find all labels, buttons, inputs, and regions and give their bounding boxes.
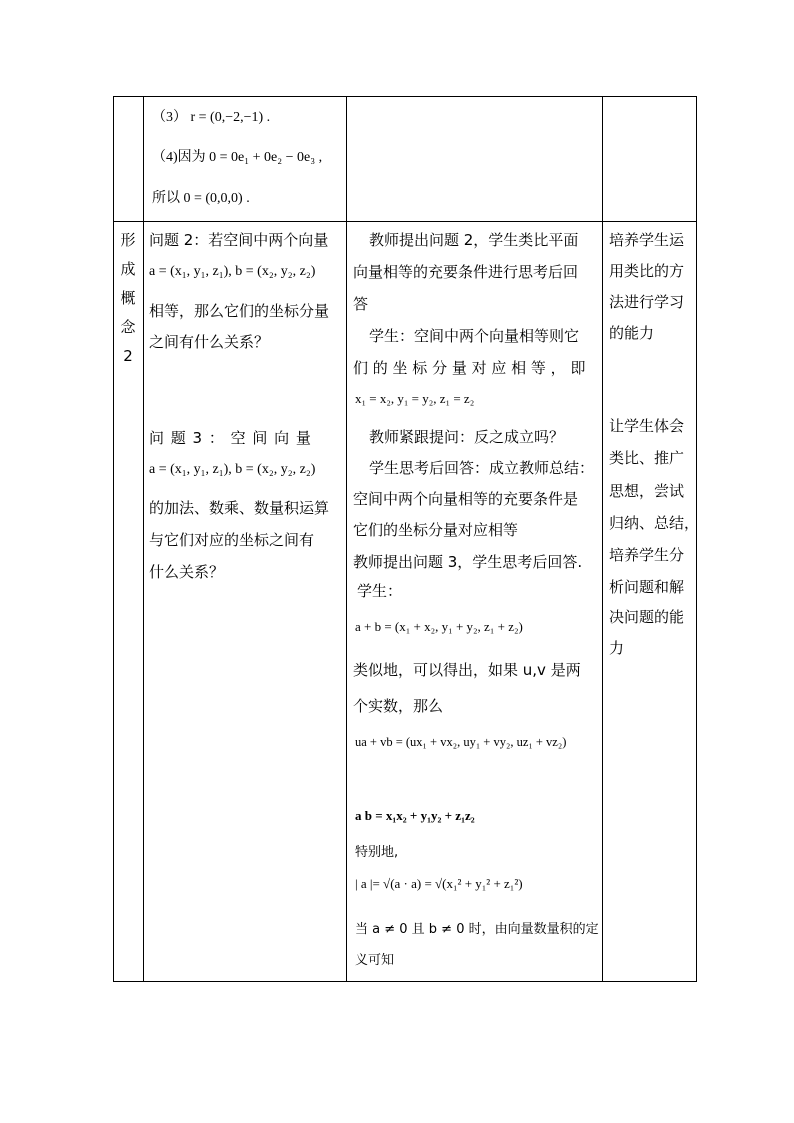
question-3-line-4: 与它们对应的坐标之间有 <box>149 531 315 549</box>
activity-cell <box>347 222 602 981</box>
activity-line-9: 空间中两个向量相等的充要条件是 <box>353 490 579 508</box>
question-2-line-1: 问题 2：若空间中两个向量 <box>149 231 329 249</box>
activity-line-8: 学生思考后回答：成立教师总结： <box>369 459 595 477</box>
objective-2-line-1: 让学生体会 <box>609 417 685 435</box>
objective-2-line-8: 力 <box>609 639 625 657</box>
activity-line-5: 们 的 坐 标 分 量 对 应 相 等 ， 即 <box>353 359 586 377</box>
row1-content-cell <box>144 97 346 221</box>
activity-equal-components: x₁ = x₂, y₁ = y₂, z₁ = z₂ <box>355 391 475 406</box>
activity-dot-product: a b = x₁x₂ + y₁y₂ + z₁z₂ <box>355 808 475 823</box>
activity-linear-combination: ua + vb = (ux₁ + vx₂, uy₁ + vy₂, uz₁ + vz₂) <box>355 735 567 749</box>
answer-4-conclusion: 所以 0 = (0,0,0) . <box>152 191 250 206</box>
activity-line-7: 教师紧跟提问：反之成立吗？ <box>369 428 565 446</box>
activity-sum-formula: a + b = (x₁ + x₂, y₁ + y₂, z₁ + z₂) <box>355 619 523 634</box>
stage-char-5: 2 <box>123 347 133 365</box>
question-2-vectors: a = (x₁, y₁, z₁), b = (x₂, y₂, z₂) <box>149 264 316 279</box>
objective-2-line-6: 析问题和解 <box>609 578 685 596</box>
activity-line-14: 类似地，可以得出，如果 u,v 是两 <box>353 661 581 679</box>
objective-2-line-4: 归纳、总结， <box>609 514 700 532</box>
table-right-border <box>696 96 697 982</box>
question-2-line-3: 相等，那么它们的坐标分量 <box>149 302 330 320</box>
question-2-line-4: 之间有什么关系？ <box>149 333 270 351</box>
objective-2-line-3: 思想，尝试 <box>609 482 685 500</box>
answer-4: （4)因为 0 = 0e₁ + 0e₂ − 0e₃ , <box>152 150 323 165</box>
question-3-line-1: 问 题 3 ： 空 间 向 量 <box>149 429 311 447</box>
stage-char-3: 概 <box>120 289 136 307</box>
objectives-cell <box>603 222 700 981</box>
answer-3: （3） r = (0,−2,−1) . <box>152 110 271 125</box>
objective-2-line-7: 决问题的能 <box>609 608 685 626</box>
activity-line-4: 学生：空间中两个向量相等则它 <box>369 327 580 345</box>
objective-1-line-1: 培养学生运 <box>609 231 685 249</box>
activity-line-21: 义可知 <box>355 953 395 968</box>
activity-line-12: 学生： <box>357 582 403 600</box>
activity-line-20: 当 a ≠ 0 且 b ≠ 0 时，由向量数量积的定 <box>355 922 599 937</box>
activity-line-2: 向量相等的充要条件进行思考后回 <box>353 263 579 281</box>
objective-1-line-2: 用类比的方 <box>609 262 685 280</box>
questions-cell <box>144 222 346 981</box>
activity-line-3: 答 <box>353 295 369 313</box>
stage-label-cell <box>113 222 143 382</box>
activity-special-case: 特别地, <box>355 845 399 860</box>
activity-line-15: 个实数，那么 <box>353 697 444 715</box>
activity-line-10: 它们的坐标分量对应相等 <box>353 521 519 539</box>
question-3-vectors: a = (x₁, y₁, z₁), b = (x₂, y₂, z₂) <box>149 462 316 477</box>
stage-char-4: 念 <box>120 318 136 336</box>
objective-2-line-5: 培养学生分 <box>609 546 685 564</box>
objective-1-line-4: 的能力 <box>609 324 655 342</box>
stage-char-1: 形 <box>120 231 136 249</box>
stage-char-2: 成 <box>120 260 136 278</box>
question-3-line-3: 的加法、数乘、数量积运算 <box>149 499 330 517</box>
table-bottom-border <box>113 981 697 982</box>
activity-line-1: 教师提出问题 2，学生类比平面 <box>369 231 579 249</box>
question-3-line-5: 什么关系？ <box>149 563 225 581</box>
activity-magnitude-formula: | a |= √(a · a) = √(x₁² + y₁² + z₁²) <box>355 876 523 891</box>
objective-2-line-2: 类比、推广 <box>609 449 685 467</box>
activity-line-11: 教师提出问题 3，学生思考后回答. <box>353 553 583 571</box>
objective-1-line-3: 法进行学习 <box>609 293 685 311</box>
